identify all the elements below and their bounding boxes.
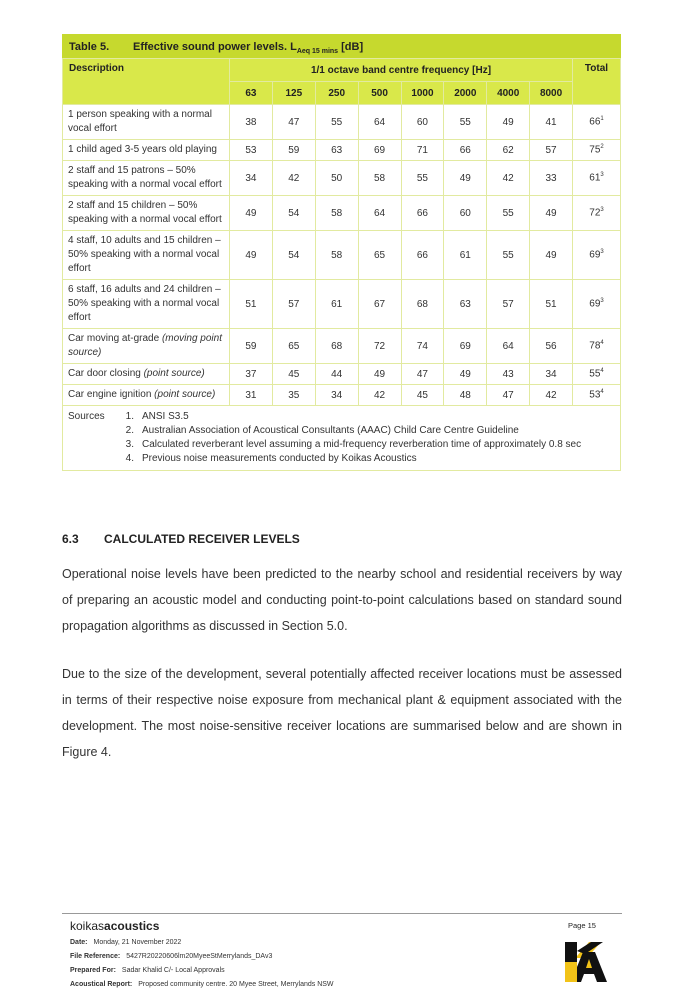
total-value [573, 329, 621, 364]
band-value: 34 [530, 364, 573, 385]
band-value: 57 [272, 280, 315, 329]
band-value: 33 [530, 161, 573, 196]
total-value [573, 161, 621, 196]
source-text: Calculated reverberant level assuming a mid-frequency reverberation time of approximately 0.8 sec [142, 439, 582, 450]
band-value: 55 [487, 196, 530, 231]
band-value: 55 [315, 105, 358, 140]
band-value: 57 [487, 280, 530, 329]
band-value: 66 [401, 231, 444, 280]
file-label: File Reference: [70, 953, 121, 960]
row-description: 6 staff, 16 adults and 24 children – 50% speaking with a normal vocal effort [63, 280, 230, 329]
ka-logo-icon [563, 940, 609, 984]
band-value: 49 [230, 231, 273, 280]
band-value: 51 [530, 280, 573, 329]
band-value: 44 [315, 364, 358, 385]
paragraph-2: Due to the size of the development, several potentially affected receiver locations must be assessed in terms of their respective noise exposure from mechanical plant & equipment associated with the development. The most noise-sensitive receiver locations are summarised below and are shown in Figure 4. [62, 667, 622, 759]
total-number: 72 [589, 207, 601, 219]
band-value: 60 [401, 105, 444, 140]
section-number: 6.3 [62, 532, 79, 546]
section-title: CALCULATED RECEIVER LEVELS [104, 532, 300, 546]
report-value: Proposed community centre. 20 Myee Street, Merrylands NSW [138, 981, 334, 988]
freq-header: 250 [315, 82, 358, 105]
sources-row [63, 406, 621, 471]
band-value: 72 [358, 329, 401, 364]
table-row [63, 329, 621, 364]
section-heading [62, 532, 300, 546]
source-number: 3. [125, 439, 134, 450]
band-value: 74 [401, 329, 444, 364]
freq-header: 2000 [444, 82, 487, 105]
prepared-value: Sadar Khalid C/- Local Approvals [121, 967, 225, 974]
total-source-ref: 3 [600, 172, 604, 179]
band-value: 51 [230, 280, 273, 329]
band-value: 57 [530, 140, 573, 161]
band-value: 41 [530, 105, 573, 140]
row-description [63, 364, 230, 385]
row-description-note: (point source) [143, 368, 205, 379]
row-description-note: (point source) [154, 389, 216, 400]
band-value: 64 [358, 196, 401, 231]
band-value: 34 [315, 385, 358, 406]
band-value: 55 [401, 161, 444, 196]
band-value: 50 [315, 161, 358, 196]
row-description-text: Car door closing [68, 368, 144, 379]
total-source-ref: 3 [600, 298, 604, 305]
band-value: 49 [230, 196, 273, 231]
band-value: 47 [487, 385, 530, 406]
band-value: 61 [444, 231, 487, 280]
footer-meta [70, 936, 334, 992]
header-total: Total [573, 59, 621, 105]
band-value: 67 [358, 280, 401, 329]
row-description: 2 staff and 15 patrons – 50% speaking with a normal vocal effort [63, 161, 230, 196]
row-description: 2 staff and 15 children – 50% speaking with a normal vocal effort [63, 196, 230, 231]
total-source-ref: 3 [600, 249, 604, 256]
table-row [63, 231, 621, 280]
footer-brand [70, 919, 159, 933]
band-value: 63 [444, 280, 487, 329]
table-row [63, 196, 621, 231]
source-text: ANSI S3.5 [142, 411, 189, 422]
band-value: 64 [358, 105, 401, 140]
band-value: 49 [444, 161, 487, 196]
band-value: 45 [272, 364, 315, 385]
source-number: 4. [125, 453, 134, 464]
band-value: 61 [315, 280, 358, 329]
band-value: 69 [358, 140, 401, 161]
band-value: 35 [272, 385, 315, 406]
band-value: 54 [272, 196, 315, 231]
sources-cell [63, 406, 621, 471]
total-number: 66 [589, 116, 601, 128]
table-number: Table 5. [69, 41, 110, 53]
total-value [573, 105, 621, 140]
band-value: 58 [315, 231, 358, 280]
band-value: 63 [315, 140, 358, 161]
total-value [573, 385, 621, 406]
freq-header: 63 [230, 82, 273, 105]
source-item [116, 438, 581, 452]
total-source-ref: 3 [600, 207, 604, 214]
band-value: 42 [358, 385, 401, 406]
total-source-ref: 1 [600, 116, 604, 123]
band-value: 62 [487, 140, 530, 161]
table-title-main: Effective sound power levels. L [133, 41, 297, 53]
band-value: 53 [230, 140, 273, 161]
page-number: Page 15 [568, 921, 596, 930]
total-value [573, 280, 621, 329]
band-value: 49 [530, 196, 573, 231]
freq-header: 1000 [401, 82, 444, 105]
band-value: 37 [230, 364, 273, 385]
total-value [573, 231, 621, 280]
total-number: 61 [589, 172, 601, 184]
total-number: 75 [589, 144, 601, 156]
source-number: 1. [125, 411, 134, 422]
total-number: 53 [589, 389, 601, 401]
row-description: 1 child aged 3-5 years old playing [63, 140, 230, 161]
band-value: 49 [444, 364, 487, 385]
band-value: 31 [230, 385, 273, 406]
band-value: 55 [487, 231, 530, 280]
band-value: 60 [444, 196, 487, 231]
band-value: 49 [530, 231, 573, 280]
band-value: 42 [530, 385, 573, 406]
table-title-unit: [dB] [341, 41, 364, 53]
band-value: 42 [272, 161, 315, 196]
band-value: 49 [487, 105, 530, 140]
band-value: 66 [444, 140, 487, 161]
band-value: 68 [315, 329, 358, 364]
total-source-ref: 4 [600, 340, 604, 347]
table-row [63, 105, 621, 140]
table-row [63, 385, 621, 406]
band-value: 55 [444, 105, 487, 140]
row-description-note: (moving point source) [68, 333, 222, 358]
band-value: 65 [358, 231, 401, 280]
band-value: 68 [401, 280, 444, 329]
table-title [62, 34, 621, 58]
freq-header: 8000 [530, 82, 573, 105]
band-value: 66 [401, 196, 444, 231]
row-description: 1 person speaking with a normal vocal effort [63, 105, 230, 140]
band-value: 42 [487, 161, 530, 196]
footer-divider [62, 913, 622, 914]
band-value: 54 [272, 231, 315, 280]
band-value: 59 [230, 329, 273, 364]
table-row [63, 161, 621, 196]
band-value: 64 [487, 329, 530, 364]
band-value: 56 [530, 329, 573, 364]
band-value: 47 [401, 364, 444, 385]
table-row [63, 140, 621, 161]
band-value: 65 [272, 329, 315, 364]
band-value: 34 [230, 161, 273, 196]
total-number: 69 [589, 298, 601, 310]
paragraph-1: Operational noise levels have been predicted to the nearby school and residential receivers by way of preparing an acoustic model and conducting point-to-point calculations based on standard sound propagation algorithms as discussed in Section 5.0. [62, 567, 622, 633]
header-description: Description [63, 59, 230, 105]
band-value: 38 [230, 105, 273, 140]
row-description: 4 staff, 10 adults and 15 children – 50% speaking with a normal vocal effort [63, 231, 230, 280]
table-row [63, 280, 621, 329]
band-value: 58 [315, 196, 358, 231]
source-number: 2. [125, 425, 134, 436]
total-source-ref: 4 [600, 368, 604, 375]
band-value: 47 [272, 105, 315, 140]
header-band: 1/1 octave band centre frequency [Hz] [230, 59, 573, 82]
band-value: 71 [401, 140, 444, 161]
prepared-label: Prepared For: [70, 967, 116, 974]
table-row [63, 364, 621, 385]
total-value [573, 364, 621, 385]
brand-light: koikas [70, 919, 105, 933]
band-value: 45 [401, 385, 444, 406]
sound-power-table [62, 34, 621, 471]
source-text: Previous noise measurements conducted by Koikas Acoustics [142, 453, 417, 464]
sources-label: Sources [68, 411, 105, 422]
total-source-ref: 2 [600, 144, 604, 151]
row-description [63, 385, 230, 406]
total-source-ref: 4 [600, 389, 604, 396]
source-text: Australian Association of Acoustical Consultants (AAAC) Child Care Centre Guideline [142, 425, 519, 436]
band-value: 58 [358, 161, 401, 196]
row-description [63, 329, 230, 364]
row-description-text: Car moving at-grade [68, 333, 162, 344]
freq-header: 125 [272, 82, 315, 105]
total-value [573, 196, 621, 231]
brand-bold: acoustics [104, 919, 160, 933]
date-value: Monday, 21 November 2022 [93, 939, 182, 946]
source-item [116, 410, 581, 424]
source-item [116, 452, 581, 466]
band-value: 48 [444, 385, 487, 406]
band-value: 59 [272, 140, 315, 161]
total-number: 78 [589, 340, 601, 352]
source-item [116, 424, 581, 438]
freq-header: 500 [358, 82, 401, 105]
total-number: 55 [589, 368, 601, 380]
file-value: 5427R20220606lm20MyeeStMerrylands_DAv3 [126, 953, 273, 960]
row-description-text: Car engine ignition [68, 389, 155, 400]
table-title-sub: Aeq 15 mins [296, 48, 339, 56]
band-value: 69 [444, 329, 487, 364]
freq-header: 4000 [487, 82, 530, 105]
date-label: Date: [70, 939, 88, 946]
report-label: Acoustical Report: [70, 981, 133, 988]
band-value: 49 [358, 364, 401, 385]
band-value: 43 [487, 364, 530, 385]
sources-list [116, 410, 581, 466]
total-value [573, 140, 621, 161]
total-number: 69 [589, 249, 601, 261]
